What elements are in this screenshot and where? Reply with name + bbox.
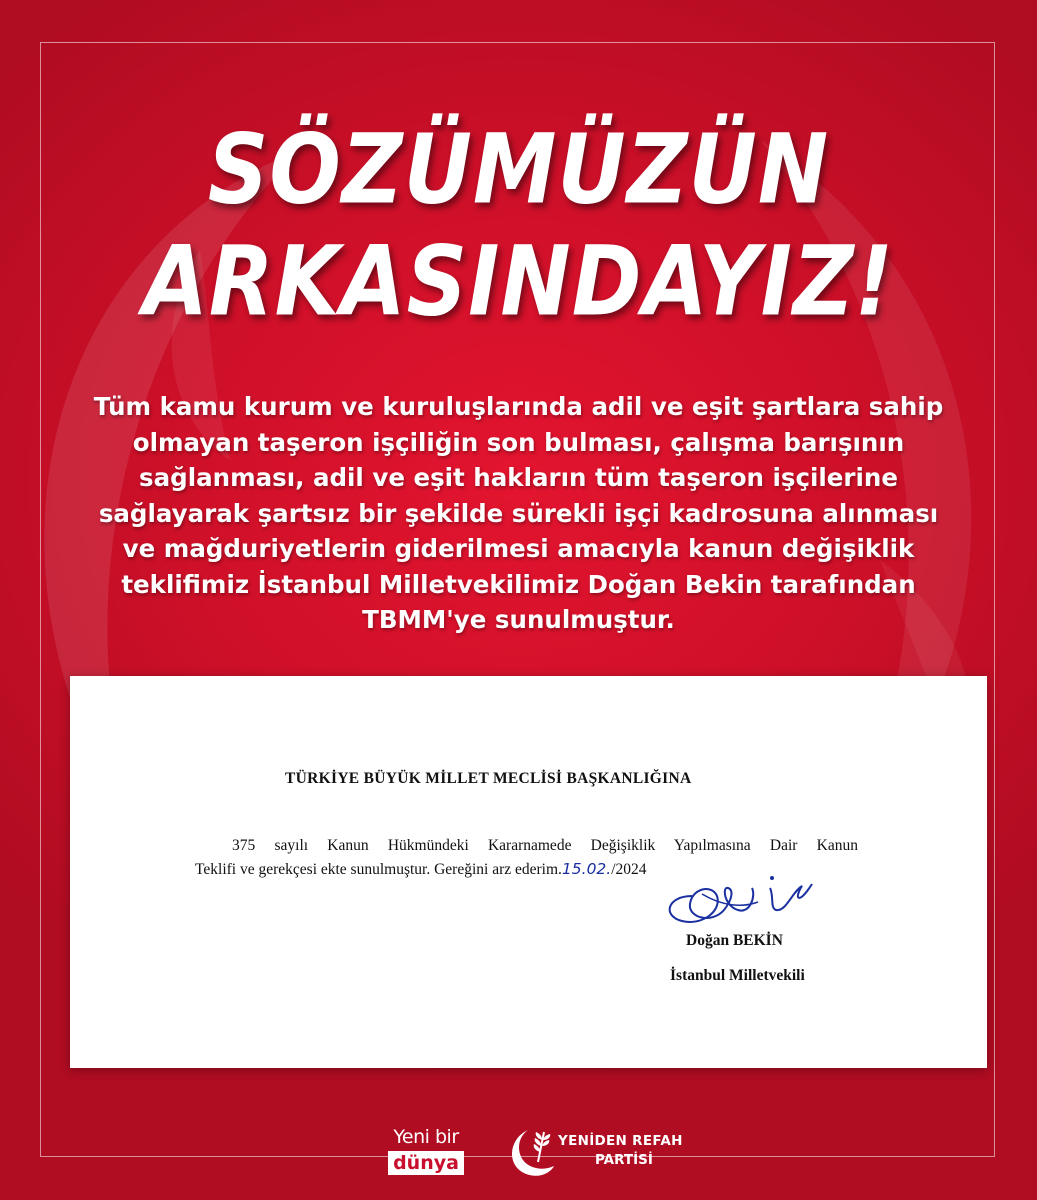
party-name-line-2: PARTİSİ <box>595 1152 653 1168</box>
document-date-year: /2024 <box>611 861 647 878</box>
signer-name: Doğan BEKİN <box>686 932 783 949</box>
announcement-line: teklifimiz İstanbul Milletvekilimiz Doğan Bekin tarafından <box>121 569 916 599</box>
signature-icon <box>662 866 832 936</box>
headline-line-1: SÖZÜMÜZÜN <box>207 112 830 226</box>
crescent-wheat-icon <box>508 1126 558 1178</box>
announcement-line: sağlanması, adil ve eşit hakların tüm taşeron işçilerine <box>139 463 898 492</box>
slogan-line-2: dünya <box>388 1151 464 1175</box>
announcement-text <box>60 389 977 638</box>
slogan-line-1: Yeni bir <box>393 1126 459 1148</box>
slogan-logo <box>376 1126 476 1175</box>
announcement-line: ve mağduriyetlerin giderilmesi amacıyla kanun değişiklik <box>122 534 915 563</box>
document-text-line-2-body: Teklifi ve gerekçesi ekte sunulmuştur. Gereğini arz ederim. <box>195 861 562 878</box>
headline-line-2: ARKASINDAYIZ! <box>142 224 895 338</box>
party-name-line-1: YENİDEN REFAH <box>558 1133 683 1149</box>
handwritten-date: 15.02. <box>561 860 612 878</box>
announcement-line: Tüm kamu kurum ve kuruluşlarında adil ve eşit şartlara sahip <box>93 392 944 421</box>
official-document <box>70 676 987 1068</box>
announcement-line: olmayan taşeron işçiliğin son bulması, çalışma barışının <box>132 427 905 457</box>
announcement-line: TBMM'ye sunulmuştur. <box>362 605 675 634</box>
party-logo <box>508 1126 683 1178</box>
document-text-line-2 <box>195 860 647 879</box>
announcement-line: sağlayarak şartsız bir şekilde sürekli işçi kadrosuna alınması <box>98 498 939 528</box>
document-title: TÜRKİYE BÜYÜK MİLLET MECLİSİ BAŞKANLIĞINA <box>285 770 692 787</box>
document-text-line-1: 375 sayılı Kanun Hükmündeki Kararnamede Değişiklik Yapılmasına Dair Kanun <box>232 837 858 854</box>
signer-role: İstanbul Milletvekili <box>670 967 805 984</box>
